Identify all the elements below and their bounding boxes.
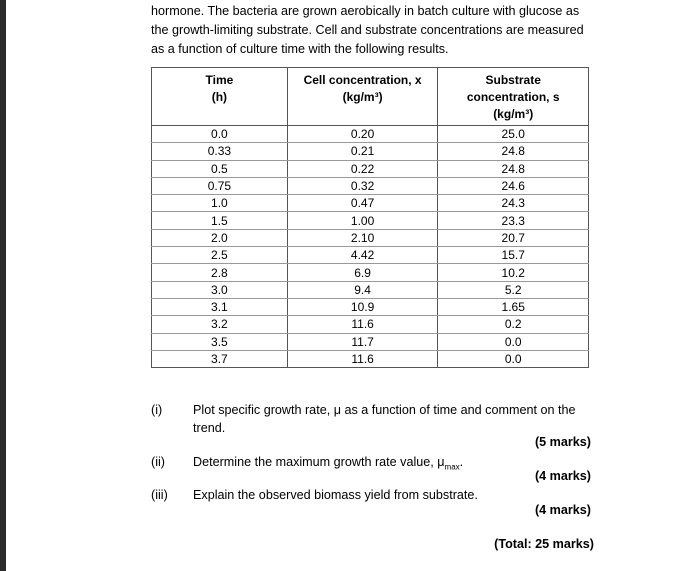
table-row: [152, 177, 589, 194]
substrate-concentration-cell: 15.7: [438, 247, 589, 264]
question-2-marks: (4 marks): [534, 469, 591, 483]
time-cell: 0.33: [152, 143, 288, 160]
table-row: [152, 212, 589, 229]
cell-concentration-cell: 0.21: [287, 143, 438, 160]
time-cell: 3.7: [152, 350, 288, 367]
time-cell: 1.5: [152, 212, 288, 229]
substrate-concentration-cell: 24.8: [438, 160, 589, 177]
window-edge: [0, 0, 6, 571]
substrate-concentration-cell: 25.0: [438, 126, 589, 143]
table-row: [152, 143, 589, 160]
time-cell: 3.1: [152, 298, 288, 315]
header-substrate-label-2: concentration, s: [466, 90, 560, 104]
substrate-concentration-cell: 1.65: [438, 298, 589, 315]
header-time: [152, 68, 288, 126]
header-cell-label: Cell concentration, x: [303, 73, 422, 87]
question-3-marks: (4 marks): [534, 503, 591, 517]
time-cell: 0.75: [152, 177, 288, 194]
cell-concentration-cell: 11.6: [287, 350, 438, 367]
table-row: [152, 195, 589, 212]
time-cell: 3.2: [152, 316, 288, 333]
cell-concentration-cell: 2.10: [287, 229, 438, 246]
total-marks: (Total: 25 marks): [494, 537, 594, 551]
intro-line-1: hormone. The bacteria are grown aerobically in batch culture with glucose as: [151, 4, 580, 18]
question-2-number: (ii): [151, 455, 165, 469]
time-cell: 1.0: [152, 195, 288, 212]
header-cell-concentration: [287, 68, 438, 126]
cell-concentration-cell: 1.00: [287, 212, 438, 229]
table-row: [152, 316, 589, 333]
substrate-concentration-cell: 20.7: [438, 229, 589, 246]
time-cell: 3.0: [152, 281, 288, 298]
cell-concentration-cell: 0.32: [287, 177, 438, 194]
table-row: [152, 229, 589, 246]
question-1-marks: (5 marks): [534, 435, 591, 449]
substrate-concentration-cell: 0.2: [438, 316, 589, 333]
question-1-text: Plot specific growth rate, μ as a function of time and comment on the trend.: [193, 403, 576, 435]
cell-concentration-cell: 4.42: [287, 247, 438, 264]
header-time-unit: (h): [211, 90, 228, 104]
substrate-concentration-cell: 0.0: [438, 333, 589, 350]
table-body: [152, 126, 589, 368]
intro-line-2: the growth-limiting substrate. Cell and substrate concentrations are measured: [151, 23, 584, 37]
substrate-concentration-cell: 5.2: [438, 281, 589, 298]
table-row: [152, 160, 589, 177]
question-2-text-end: .: [459, 455, 464, 469]
time-cell: 3.5: [152, 333, 288, 350]
time-cell: 0.0: [152, 126, 288, 143]
time-cell: 2.8: [152, 264, 288, 281]
question-3-number: (iii): [151, 488, 168, 502]
table-row: [152, 247, 589, 264]
substrate-concentration-cell: 23.3: [438, 212, 589, 229]
table-row: [152, 333, 589, 350]
header-substrate-unit: (kg/m³): [493, 107, 534, 121]
header-substrate-concentration: [438, 68, 589, 126]
substrate-concentration-cell: 24.3: [438, 195, 589, 212]
table-header-row: [152, 68, 589, 126]
intro-paragraph: [151, 2, 601, 59]
table-row: [152, 264, 589, 281]
time-cell: 2.0: [152, 229, 288, 246]
table-row: [152, 298, 589, 315]
cell-concentration-cell: 9.4: [287, 281, 438, 298]
results-table: [151, 67, 589, 368]
question-1-number: (i): [151, 403, 163, 417]
header-substrate-label-1: Substrate: [485, 73, 541, 87]
cell-concentration-cell: 0.22: [287, 160, 438, 177]
substrate-concentration-cell: 24.6: [438, 177, 589, 194]
time-cell: 2.5: [152, 247, 288, 264]
substrate-concentration-cell: 10.2: [438, 264, 589, 281]
cell-concentration-cell: 6.9: [287, 264, 438, 281]
table-row: [152, 281, 589, 298]
time-cell: 0.5: [152, 160, 288, 177]
cell-concentration-cell: 0.20: [287, 126, 438, 143]
header-cell-unit: (kg/m³): [342, 90, 383, 104]
cell-concentration-cell: 11.7: [287, 333, 438, 350]
question-2-text-subscript: max: [444, 462, 460, 472]
table-row: [152, 126, 589, 143]
substrate-concentration-cell: 0.0: [438, 350, 589, 367]
header-time-label: Time: [205, 73, 234, 87]
cell-concentration-cell: 11.6: [287, 316, 438, 333]
cell-concentration-cell: 10.9: [287, 298, 438, 315]
intro-line-3: as a function of culture time with the following results.: [151, 42, 449, 56]
table-row: [152, 350, 589, 367]
question-3-text: Explain the observed biomass yield from substrate.: [193, 488, 478, 502]
cell-concentration-cell: 0.47: [287, 195, 438, 212]
question-2-text-main: Determine the maximum growth rate value, μ: [193, 455, 445, 469]
substrate-concentration-cell: 24.8: [438, 143, 589, 160]
